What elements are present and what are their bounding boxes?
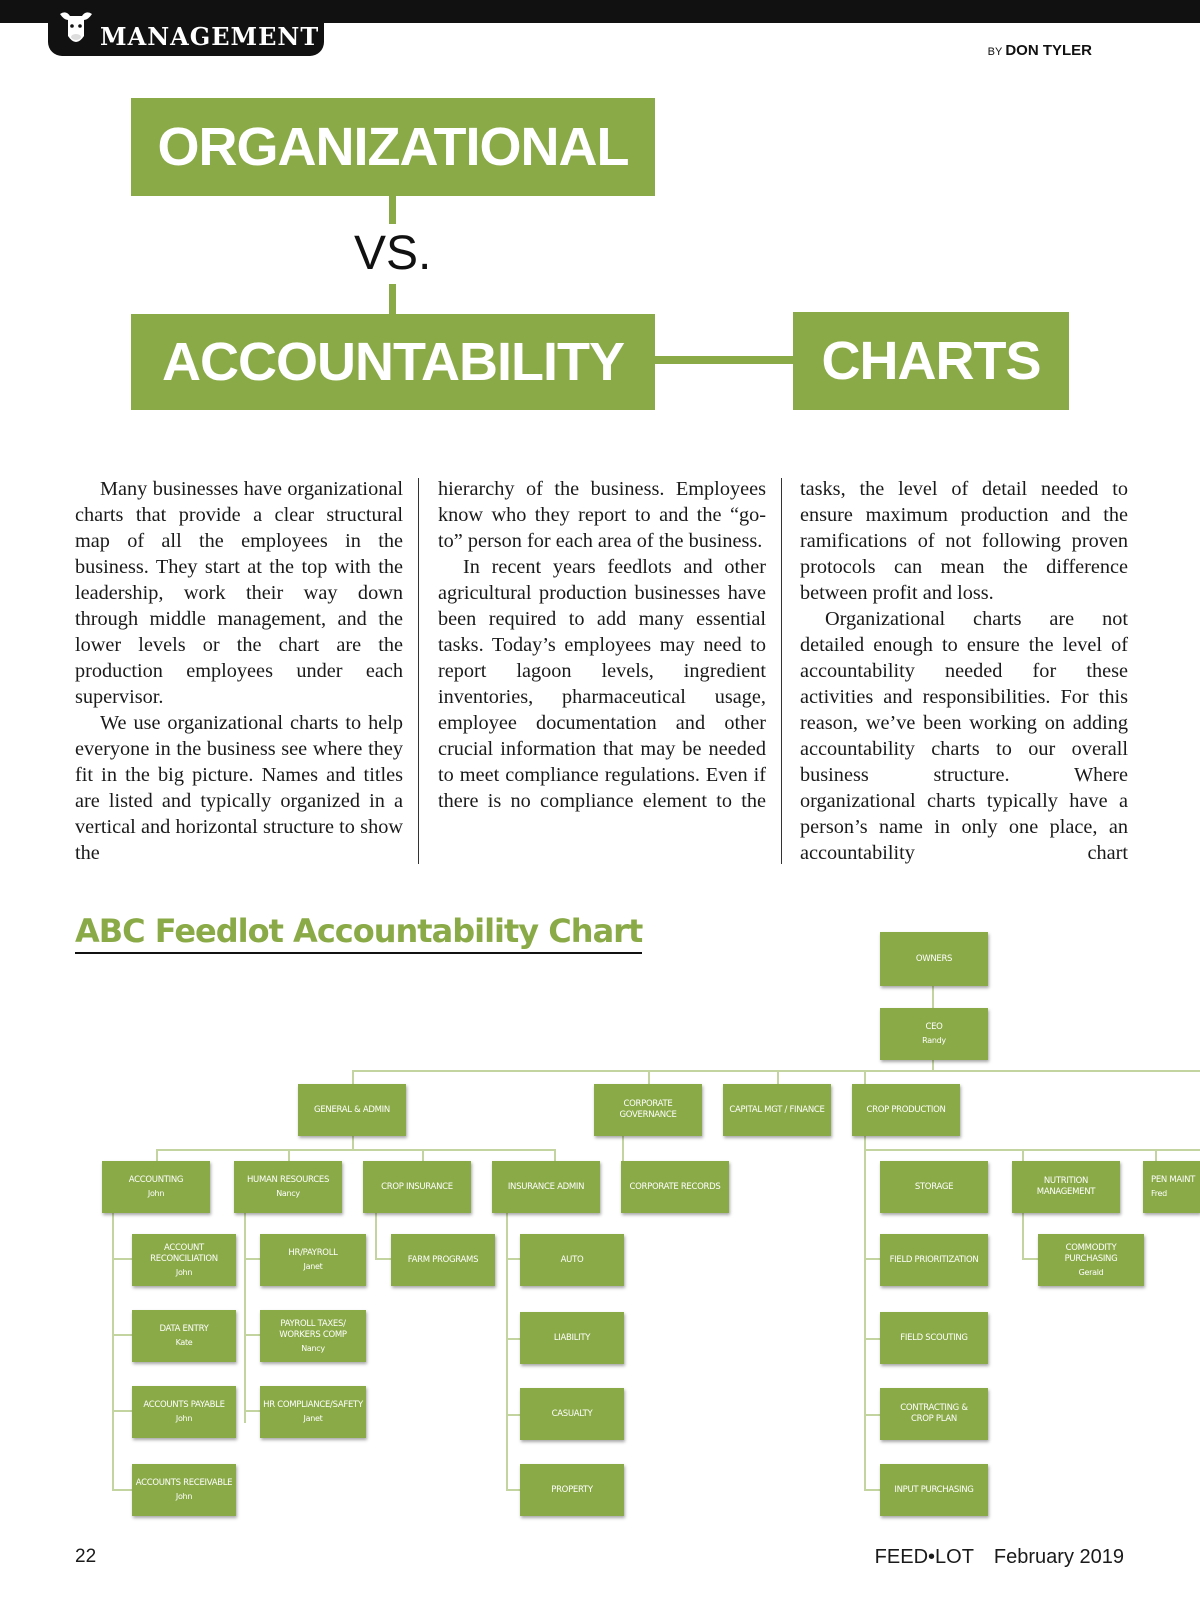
connector-line — [112, 1334, 132, 1336]
paragraph: We use organizational charts to help everyone in the business see where they fit in the big picture. Names and titles are listed and typically organized in a vertical and horizontal structure to show the — [75, 712, 403, 864]
chart-node-ceo — [880, 1008, 988, 1060]
node-label: CORPORATE RECORDS — [629, 1181, 721, 1192]
article-column-2 — [438, 476, 766, 814]
connector-line — [156, 1149, 158, 1161]
chart-node-human-resources — [234, 1161, 342, 1213]
node-label: FIELD SCOUTING — [900, 1332, 968, 1343]
node-label: STORAGE — [914, 1181, 954, 1192]
connector-line — [112, 1213, 114, 1491]
node-label: PEN MAINT — [1151, 1175, 1196, 1185]
section-label: MANAGEMENT — [100, 22, 320, 51]
chart-node-corporate-governance — [594, 1084, 702, 1136]
chart-node-liability — [520, 1312, 624, 1364]
node-label: CORPORATE GOVERNANCE — [619, 1099, 677, 1120]
node-person: Nancy — [276, 1189, 300, 1198]
node-label: ACCOUNT RECONCILIATION — [150, 1242, 218, 1264]
column-rule — [418, 478, 419, 864]
node-label: INSURANCE ADMIN — [507, 1181, 585, 1192]
article-column-3 — [800, 476, 1128, 866]
chart-title: ABC Feedlot Accountability Chart — [75, 912, 642, 954]
node-label: DATA ENTRY — [159, 1324, 209, 1334]
connector-line — [864, 1489, 880, 1491]
chart-node-corporate-records — [621, 1161, 729, 1213]
connector-line — [864, 1414, 880, 1416]
column-rule — [781, 478, 782, 864]
node-person: Fred — [1151, 1189, 1167, 1198]
chart-node-crop-production — [852, 1084, 960, 1136]
connector-line — [244, 1334, 260, 1336]
chart-node-hr-payroll — [260, 1234, 366, 1286]
node-label: CASUALTY — [551, 1408, 593, 1419]
chart-node-casualty — [520, 1388, 624, 1440]
chart-node-farm-programs — [391, 1234, 495, 1286]
connector-line — [1155, 1149, 1157, 1161]
node-label: HUMAN RESOURCES — [246, 1175, 330, 1185]
node-person: Janet — [303, 1414, 323, 1423]
connector-line — [864, 1338, 880, 1340]
chart-node-data-entry — [132, 1310, 236, 1362]
connector-line — [244, 1410, 260, 1412]
title-word-organizational: ORGANIZATIONAL — [131, 98, 655, 196]
node-person: Janet — [303, 1262, 323, 1271]
connector-line — [622, 1136, 624, 1161]
chart-node-insurance-admin — [492, 1161, 600, 1213]
chart-node-accounting — [102, 1161, 210, 1213]
node-label: HR COMPLIANCE/SAFETY — [263, 1400, 363, 1410]
connector-line — [422, 1149, 424, 1161]
magazine-name: FEED•LOT — [874, 1546, 974, 1568]
connector-line — [506, 1489, 520, 1491]
node-label: ACCOUNTING — [128, 1175, 184, 1185]
connector-line — [648, 1070, 650, 1084]
chart-node-general-admin — [298, 1084, 406, 1136]
paragraph: Organizational charts are not detailed enough to ensure the level of accountability needed for these activities and responsibilities. For this reason, we’ve been working on adding accountability charts to our overall business structure. Where organizational charts typically have a person’s name in only one place, an accountability chart — [800, 608, 1128, 864]
connector-line — [1022, 1258, 1038, 1260]
connector-line — [352, 1136, 354, 1150]
page-number: 22 — [75, 1546, 97, 1567]
node-label: LIABILITY — [553, 1332, 591, 1343]
connector-line — [112, 1410, 132, 1412]
node-label: PAYROLL TAXES/ WORKERS COMP — [279, 1318, 347, 1340]
node-label: PROPERTY — [551, 1484, 593, 1495]
chart-node-accounts-receivable — [132, 1464, 236, 1516]
node-label: COMMODITY PURCHASING — [1064, 1242, 1118, 1264]
node-person: John — [175, 1414, 193, 1423]
chart-node-payroll-taxes — [260, 1310, 366, 1362]
node-label: CEO — [925, 1022, 943, 1032]
title-connector-horizontal — [655, 356, 793, 364]
title-word-accountability: ACCOUNTABILITY — [131, 314, 655, 410]
node-label: ACCOUNTS PAYABLE — [143, 1400, 225, 1410]
chart-node-owners — [880, 932, 988, 986]
node-person: John — [175, 1267, 193, 1277]
article-column-1 — [75, 476, 403, 866]
connector-line — [506, 1213, 508, 1491]
node-person: John — [147, 1189, 165, 1198]
connector-line — [554, 1149, 556, 1161]
node-label: CONTRACTING & CROP PLAN — [900, 1403, 968, 1424]
node-label: CROP PRODUCTION — [866, 1104, 946, 1115]
chart-node-pen-maint — [1143, 1161, 1200, 1213]
chart-node-commodity-purchasing — [1038, 1234, 1144, 1286]
chart-node-field-prioritization — [880, 1234, 988, 1286]
chart-node-capital-finance — [723, 1084, 831, 1136]
connector-line — [288, 1149, 290, 1161]
title-vs: VS. — [354, 227, 432, 280]
chart-node-property — [520, 1464, 624, 1516]
connector-line — [506, 1258, 520, 1260]
chart-node-auto — [520, 1234, 624, 1286]
author-name: DON TYLER — [1005, 42, 1092, 59]
connector-line — [352, 1070, 1200, 1072]
connector-line — [506, 1414, 520, 1416]
connector-line — [1022, 1213, 1024, 1258]
chart-node-contracting — [880, 1388, 988, 1440]
byline-prefix: BY — [987, 46, 1003, 58]
node-label: OWNERS — [915, 953, 953, 964]
connector-line — [352, 1070, 354, 1084]
paragraph: hierarchy of the business. Employees know who they report to and the “go-to” person for each area of the business. — [438, 478, 766, 552]
byline — [988, 42, 1092, 59]
connector-line — [864, 1258, 880, 1260]
chart-node-storage — [880, 1161, 988, 1213]
node-label: HR/PAYROLL — [288, 1248, 338, 1258]
node-label: INPUT PURCHASING — [894, 1484, 974, 1495]
paragraph: Many businesses have organizational charts that provide a clear structural map of all the employees in the business. They start at the top with the leadership, work their way down through middle management, and the lower levels or the chart are the production employees under each supervisor. — [75, 478, 403, 708]
node-person: Nancy — [301, 1343, 325, 1353]
connector-line — [932, 986, 934, 1008]
connector-line — [244, 1258, 260, 1260]
connector-line — [375, 1258, 391, 1260]
connector-line — [864, 1136, 866, 1490]
title-word-charts: CHARTS — [793, 312, 1069, 410]
node-person: John — [175, 1492, 193, 1501]
node-person: Randy — [922, 1036, 946, 1045]
connector-line — [244, 1213, 246, 1423]
node-label: CAPITAL MGT / FINANCE — [729, 1104, 825, 1115]
node-label: CROP INSURANCE — [381, 1181, 453, 1192]
node-label: AUTO — [560, 1254, 584, 1265]
connector-line — [112, 1258, 132, 1260]
node-label: GENERAL & ADMIN — [314, 1104, 390, 1115]
node-person: Gerald — [1078, 1267, 1104, 1277]
connector-line — [375, 1213, 377, 1258]
connector-line — [864, 1149, 1200, 1151]
connector-line — [506, 1338, 520, 1340]
title-connector-bottom — [389, 284, 396, 314]
connector-line — [1022, 1149, 1024, 1161]
issue-date: February 2019 — [993, 1546, 1124, 1568]
connector-line — [777, 1070, 779, 1084]
paragraph: tasks, the level of detail needed to ensure maximum production and the ramifications of not following proven protocols can mean the difference between profit and loss. — [800, 478, 1128, 604]
title-connector-top — [389, 196, 396, 224]
chart-node-input-purchasing — [880, 1464, 988, 1516]
connector-line — [112, 1489, 132, 1491]
connector-line — [156, 1149, 556, 1151]
chart-node-crop-insurance — [363, 1161, 471, 1213]
chart-node-nutrition-management — [1012, 1161, 1120, 1213]
node-label: FIELD PRIORITIZATION — [889, 1254, 979, 1265]
chart-node-accounts-payable — [132, 1386, 236, 1438]
node-label: ACCOUNTS RECEIVABLE — [135, 1478, 233, 1488]
connector-line — [864, 1070, 866, 1084]
chart-node-hr-compliance — [260, 1386, 366, 1438]
paragraph: In recent years feedlots and other agricultural production businesses have been required to add many essential tasks. Today’s employees may need to report lagoon levels, ingredient inventories, pharmaceutical usage, employee documentation and other crucial information that may be needed to meet compliance regulations. Even if there is no compliance element to the — [438, 556, 766, 812]
node-label: FARM PROGRAMS — [407, 1254, 479, 1265]
node-label: NUTRITION MANAGEMENT — [1036, 1176, 1096, 1197]
chart-node-field-scouting — [880, 1312, 988, 1364]
footer-publication — [875, 1546, 1124, 1569]
node-person: Kate — [175, 1338, 193, 1347]
steer-head-icon — [56, 6, 96, 50]
chart-node-account-reconciliation — [132, 1234, 236, 1286]
connector-line — [932, 1060, 934, 1072]
